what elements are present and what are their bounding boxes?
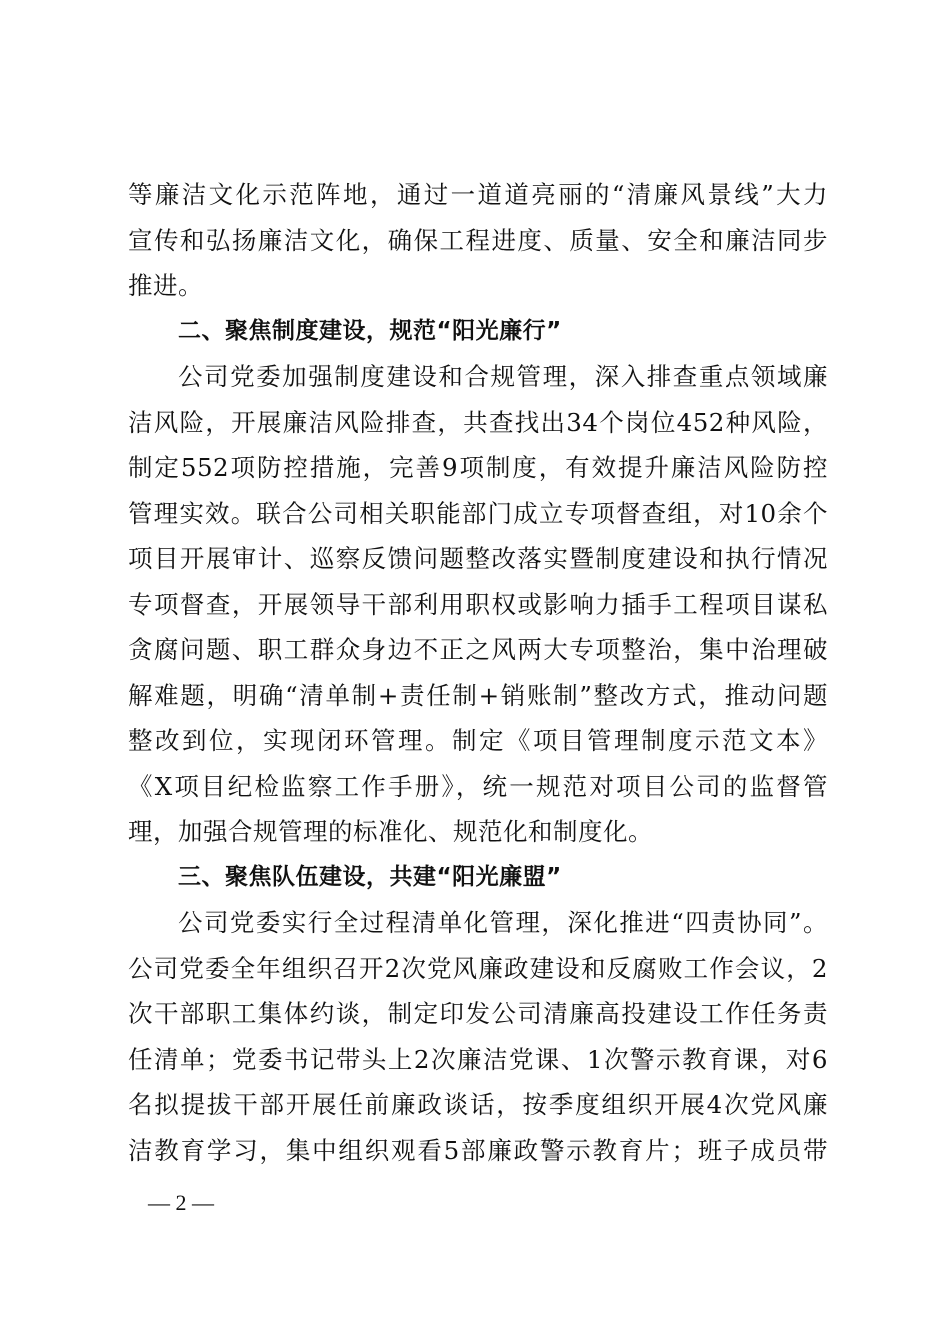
text-line: 理，加强合规管理的标准化、规范化和制度化。 [128, 817, 653, 846]
document-body [128, 172, 828, 1173]
text-line: 洁风险，开展廉洁风险排查，共查找出34个岗位452种风险， [128, 407, 828, 437]
paragraph-3 [128, 900, 828, 1173]
text-line: 宣传和弘扬廉洁文化，确保工程进度、质量、安全和廉洁同步 [128, 225, 828, 255]
text-line: 等廉洁文化示范阵地，通过一道道亮丽的“清廉风景线”大力 [128, 180, 828, 209]
text-line: 项目开展审计、巡察反馈问题整改落实暨制度建设和执行情况 [128, 544, 828, 573]
section-heading-3: 三、聚焦队伍建设，共建“阳光廉盟” [178, 863, 562, 890]
paragraph-1 [128, 172, 828, 309]
text-line: 公司党委加强制度建设和合规管理，深入排查重点领域廉 [178, 362, 828, 391]
text-line: 公司党委全年组织召开2次党风廉政建设和反腐败工作会议，2 [128, 953, 828, 983]
paragraph-2 [128, 354, 828, 855]
section-heading-2: 二、聚焦制度建设，规范“阳光廉行” [178, 317, 562, 344]
text-line: 推进。 [128, 271, 203, 300]
text-line: 《X项目纪检监察工作手册》，统一规范对项目公司的监督管 [128, 771, 828, 801]
text-line: 次干部职工集体约谈，制定印发公司清廉高投建设工作任务责 [128, 999, 828, 1028]
text-line: 名拟提拔干部开展任前廉政谈话，按季度组织开展4次党风廉 [128, 1090, 828, 1119]
text-line: 洁教育学习，集中组织观看5部廉政警示教育片；班子成员带 [128, 1135, 828, 1165]
text-line: 制定552项防控措施，完善9项制度，有效提升廉洁风险防控 [128, 453, 828, 482]
text-line: 专项督查，开展领导干部利用职权或影响力插手工程项目谋私 [128, 589, 828, 619]
text-line: 公司党委实行全过程清单化管理，深化推进“四责协同”。 [178, 908, 828, 937]
text-line: 管理实效。联合公司相关职能部门成立专项督查组，对10余个 [128, 498, 828, 528]
text-line: 贪腐问题、职工群众身边不正之风两大专项整治，集中治理破 [128, 635, 828, 664]
page-number: — 2 — [148, 1190, 214, 1215]
text-line: 任清单；党委书记带头上2次廉洁党课、1次警示教育课，对6 [128, 1044, 828, 1074]
text-line: 整改到位，实现闭环管理。制定《项目管理制度示范文本》 [128, 726, 828, 755]
text-line: 解难题，明确“清单制+责任制+销账制”整改方式，推动问题 [128, 680, 828, 710]
